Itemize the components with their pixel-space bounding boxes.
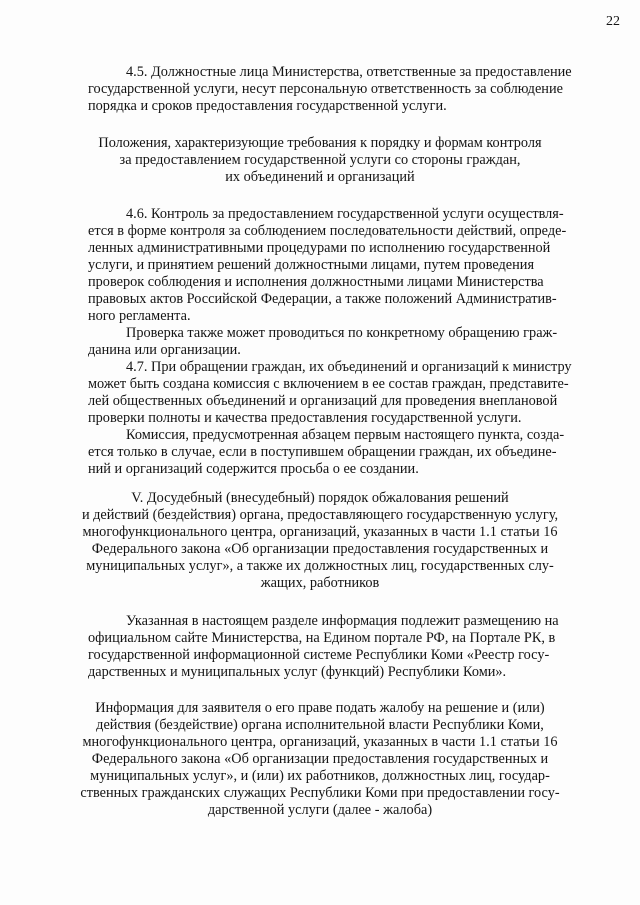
para-commission-line: Комиссия, предусмотренная абзацем первым настоящего пункта, созда-: [126, 427, 565, 443]
section-4-6-line: ного регламента.: [88, 308, 191, 324]
section-4-7-line: может быть создана комиссия с включением в ее состав граждан, представите-: [88, 376, 569, 392]
heading-control-line: за предоставлением государственной услуги со стороны граждан,: [119, 152, 521, 168]
heading-complaint-info-line: многофункционального центра, организаций, указанных в части 1.1 статьи 16: [82, 734, 558, 750]
section-4-6-line: услуги, и принятием решений должностными лицами, путем проведения: [88, 257, 535, 273]
para-placement-line: государственной информационной системе Республики Коми «Реестр госу-: [88, 647, 550, 663]
page-number: 22: [606, 14, 620, 29]
section-4-6-line: правовых актов Российской Федерации, а также положений Административ-: [88, 291, 557, 307]
heading-complaint-info-line: муниципальных услуг», и (или) их работников, должностных лиц, государ-: [90, 768, 550, 784]
heading-complaint-info-line: действия (бездействие) органа исполнительной власти Республики Коми,: [96, 717, 544, 733]
section-4-6-line: ется в форме контроля за соблюдением последовательности действий, опреде-: [88, 223, 567, 239]
heading-section-5-line: V. Досудебный (внесудебный) порядок обжалования решений: [131, 490, 509, 506]
heading-section-5-line: многофункционального центра, организаций, указанных в части 1.1 статьи 16: [82, 524, 558, 540]
section-4-7-line: 4.7. При обращении граждан, их объединений и организаций к министру: [126, 359, 572, 375]
para-placement-line: официальном сайте Министерства, на Едином портале РФ, на Портале РК, в: [88, 630, 556, 646]
section-4-7-line: проверки полноты и качества предоставления государственной услуги.: [88, 410, 522, 426]
para-commission-line: ний и организаций содержится просьба о ее создании.: [88, 461, 419, 477]
heading-section-5-line: муниципальных услуг», а также их должностных лиц, государственных слу-: [86, 558, 554, 574]
section-4-5-line: 4.5. Должностные лица Министерства, ответственные за предоставление: [126, 64, 572, 80]
para-check-line: данина или организации.: [88, 342, 241, 358]
heading-section-5-line: Федерального закона «Об организации предоставления государственных и: [91, 541, 549, 557]
heading-complaint-info-line: Информация для заявителя о его праве подать жалобу на решение и (или): [95, 700, 545, 716]
para-placement-line: дарственных и муниципальных услуг (функций) Республики Коми».: [88, 664, 507, 680]
heading-control-line: Положения, характеризующие требования к порядку и формам контроля: [98, 135, 542, 151]
heading-complaint-info-line: дарственной услуги (далее - жалоба): [207, 802, 433, 818]
heading-section-5-line: и действий (бездействия) органа, предоставляющего государственную услугу,: [81, 507, 559, 523]
section-4-5-line: государственной услуги, несут персональную ответственность за соблюдение: [88, 81, 563, 97]
para-check-line: Проверка также может проводиться по конкретному обращению граж-: [126, 325, 558, 341]
para-commission-line: ется только в случае, если в поступившем обращении граждан, их объедине-: [88, 444, 557, 460]
heading-control-line: их объединений и организаций: [225, 169, 415, 185]
heading-complaint-info-line: Федерального закона «Об организации предоставления государственных и: [91, 751, 549, 767]
section-4-5-line: порядка и сроков предоставления государственной услуги.: [88, 98, 447, 114]
para-placement-line: Указанная в настоящем разделе информация подлежит размещению на: [126, 613, 559, 629]
section-4-6-line: проверок соблюдения и исполнения должностными лицами Министерства: [88, 274, 544, 290]
section-4-6-line: ленных административными процедурами по исполнению государственной: [88, 240, 551, 256]
section-4-7-line: лей общественных объединений и организаций для проведения внеплановой: [88, 393, 558, 409]
heading-section-5-line: жащих, работников: [260, 575, 380, 591]
section-4-6-line: 4.6. Контроль за предоставлением государственной услуги осуществля-: [126, 206, 564, 222]
heading-complaint-info-line: ственных гражданских служащих Республики Коми при предоставлении госу-: [80, 785, 560, 801]
